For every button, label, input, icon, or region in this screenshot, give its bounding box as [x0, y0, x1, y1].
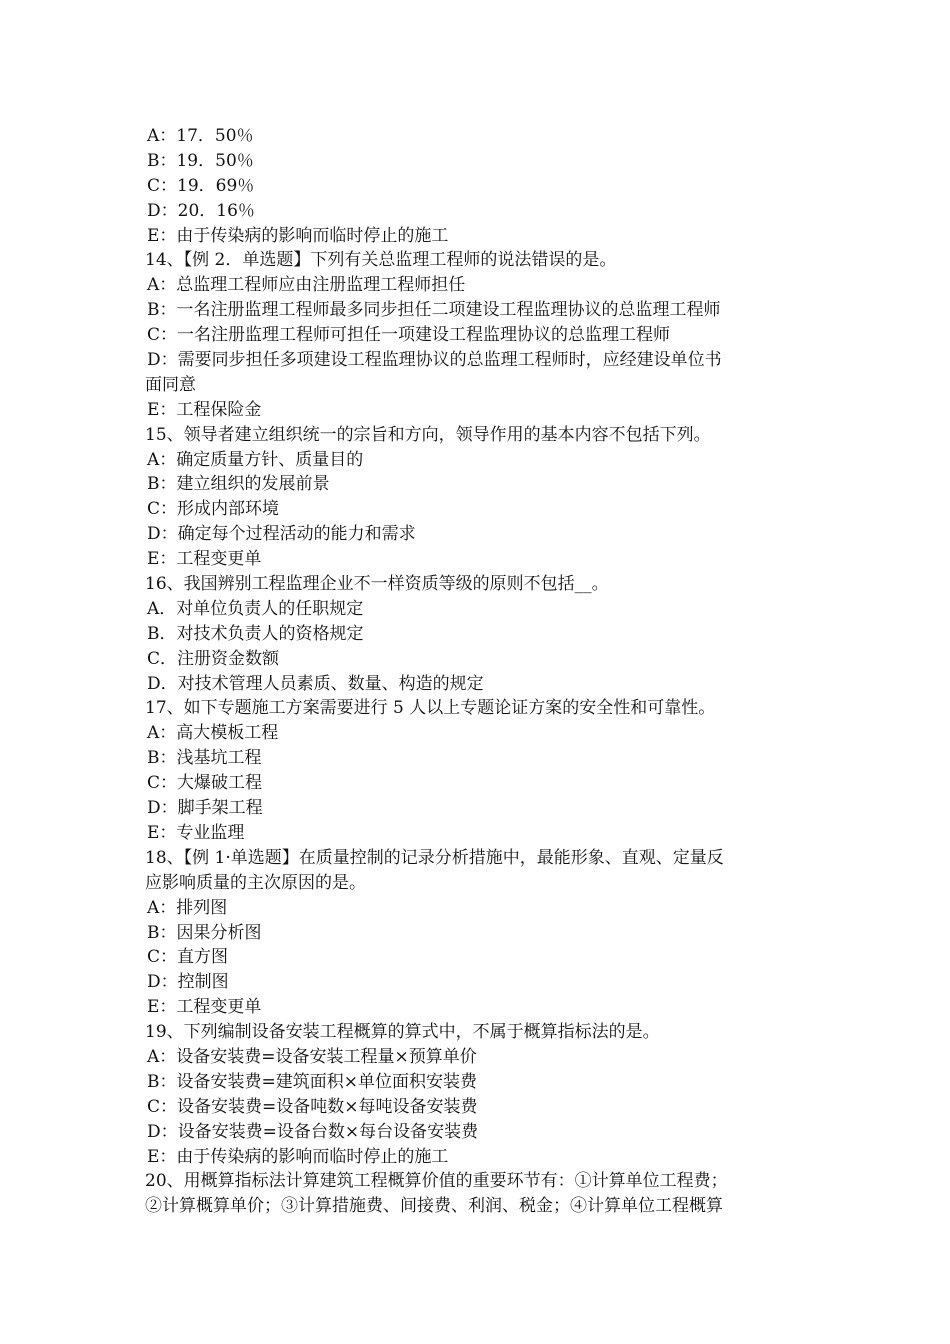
answer-option-line: C：一名注册监理工程师可担任一项建设工程监理协议的总监理工程师	[147, 325, 671, 346]
answer-option-line: A：排列图	[147, 897, 228, 918]
answer-option-line: B：设备安装费=建筑面积×单位面积安装费	[147, 1071, 477, 1092]
answer-option-line: B：浅基坑工程	[147, 748, 262, 769]
answer-option-line: E：工程保险金	[147, 399, 262, 420]
answer-option-line: B：19．50％	[147, 150, 254, 171]
answer-option-line: C：直方图	[147, 947, 229, 968]
question-text-line: 18、【例 1·单选题】在质量控制的记录分析措施中，最能形象、直观、定量反	[145, 847, 724, 868]
question-text-line: 应影响质量的主次原因的是。	[145, 872, 366, 893]
answer-option-line: B：一名注册监理工程师最多同步担任二项建设工程监理协议的总监理工程师	[147, 300, 721, 321]
answer-option-line: D．对技术管理人员素质、数量、构造的规定	[147, 673, 484, 694]
answer-option-line: E：专业监理	[147, 822, 245, 843]
answer-option-line: C．注册资金数额	[147, 648, 280, 669]
question-text-line: 15、领导者建立组织统一的宗旨和方向，领导作用的基本内容不包括下列。	[145, 424, 711, 445]
question-text-line: 16、我国辨别工程监理企业不一样资质等级的原则不包括__。	[145, 574, 609, 595]
answer-option-line: E：由于传染病的影响而临时停止的施工	[147, 225, 449, 246]
answer-option-line: E：由于传染病的影响而临时停止的施工	[147, 1146, 449, 1167]
question-text-line: 17、如下专题施工方案需要进行 5 人以上专题论证方案的安全性和可靠性。	[145, 698, 716, 719]
answer-option-line: D：设备安装费=设备台数×每台设备安装费	[147, 1121, 479, 1142]
answer-option-line: E：工程变更单	[147, 997, 262, 1018]
answer-option-line: D：20．16％	[147, 200, 255, 221]
answer-option-line: C：形成内部环境	[147, 499, 280, 520]
answer-option-line: D：控制图	[147, 972, 229, 993]
answer-option-line: A：总监理工程师应由注册监理工程师担任	[147, 275, 466, 296]
question-text-line: 19、下列编制设备安装工程概算的算式中，不属于概算指标法的是。	[145, 1022, 660, 1043]
answer-option-line: B：建立组织的发展前景	[147, 474, 330, 495]
question-text-line: 20、用概算指标法计算建筑工程概算价值的重要环节有：①计算单位工程费；	[145, 1171, 728, 1192]
answer-option-line: B．对技术负责人的资格规定	[147, 623, 364, 644]
answer-option-line: D：需要同步担任多项建设工程监理协议的总监理工程师时，应经建设单位书	[147, 350, 722, 371]
answer-option-line: E：工程变更单	[147, 549, 262, 570]
answer-option-line: A：17．50％	[147, 126, 254, 146]
document-page	[145, 124, 810, 1219]
answer-option-line: A．对单位负责人的任职规定	[147, 598, 364, 619]
answer-option-line: A：确定质量方针、质量目的	[147, 449, 364, 470]
answer-option-line: D：确定每个过程活动的能力和需求	[147, 524, 416, 545]
answer-option-line: C：设备安装费=设备吨数×每吨设备安装费	[147, 1096, 478, 1117]
question-text-line: 面同意	[145, 374, 196, 395]
answer-option-line: D：脚手架工程	[147, 798, 263, 819]
question-text-line: 14、【例 2．单选题】下列有关总监理工程师的说法错误的是。	[145, 250, 617, 271]
answer-option-line: C：大爆破工程	[147, 773, 263, 794]
answer-option-line: A：设备安装费=设备安装工程量×预算单价	[147, 1046, 477, 1067]
answer-option-line: B：因果分析图	[147, 922, 262, 943]
question-text-line: ②计算概算单价；③计算措施费、间接费、利润、税金；④计算单位工程概算	[145, 1196, 723, 1217]
answer-option-line: C：19．69％	[147, 175, 255, 196]
answer-option-line: A：高大模板工程	[147, 723, 279, 744]
